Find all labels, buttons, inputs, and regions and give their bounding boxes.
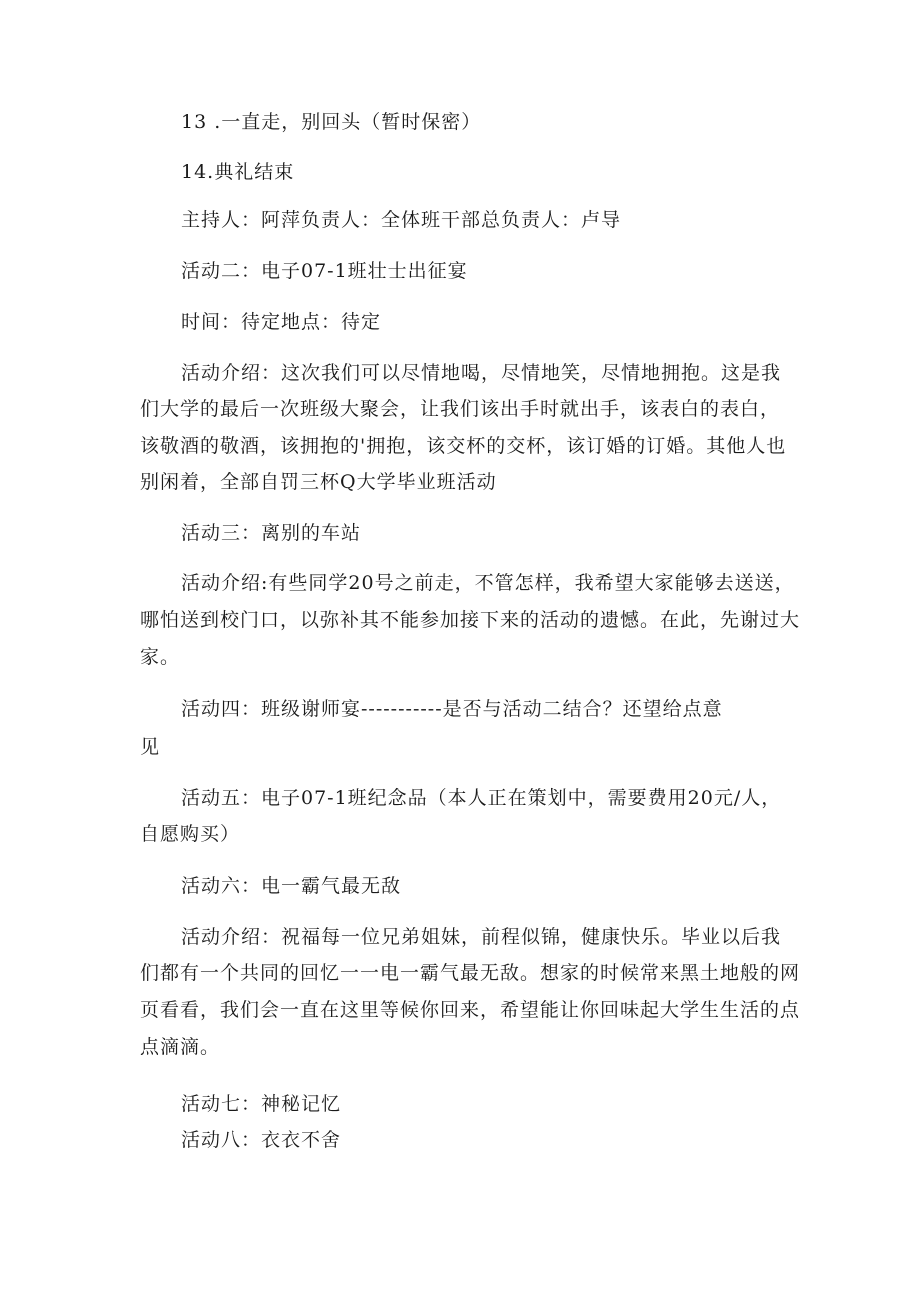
text-line: 哪怕送到校门口，以弥补其不能参加接下来的活动的遗憾。在此，先谢过大 xyxy=(140,609,801,631)
text-line: 们大学的最后一次班级大聚会，让我们该出手时就出手，该表白的表白， xyxy=(140,398,781,420)
text-line: 13 .一直走，别回头（暂时保密） xyxy=(181,111,482,133)
text-line: 见 xyxy=(140,736,161,758)
text-line: 活动介绍:有些同学20号之前走，不管怎样，我希望大家能够去送送， xyxy=(181,572,795,594)
text-line: 时间：待定地点：待定 xyxy=(181,311,382,333)
text-line: 别闲着，全部自罚三杯Q大学毕业班活动 xyxy=(140,471,497,493)
text-line: 点滴滴。 xyxy=(140,1036,221,1058)
text-line: 主持人：阿萍负责人：全体班干部总负责人：卢导 xyxy=(181,209,622,231)
text-line: 页看看，我们会一直在这里等候你回来，希望能让你回味起大学生生活的点 xyxy=(140,999,801,1021)
text-line: 14.典礼结束 xyxy=(181,161,295,183)
text-line: 活动八：衣衣不舍 xyxy=(181,1129,342,1151)
text-line: 活动介绍：祝福每一位兄弟姐妹，前程似锦，健康快乐。毕业以后我 xyxy=(181,926,782,948)
text-line: 自愿购买） xyxy=(140,823,241,845)
text-line: 们都有一个共同的回忆一一电一霸气最无敌。想家的时候常来黑土地般的网 xyxy=(140,962,801,984)
text-line: 活动四：班级谢师宴-----------是否与活动二结合？还望给点意 xyxy=(181,698,723,720)
text-line: 活动七：神秘记忆 xyxy=(181,1093,342,1115)
text-line: 活动二：电子07-1班壮士出征宴 xyxy=(181,260,468,282)
text-line: 家。 xyxy=(140,646,181,668)
text-line: 该敬酒的敬酒，该拥抱的'拥抱，该交杯的交杯，该订婚的订婚。其他人也 xyxy=(140,435,787,457)
text-line: 活动六：电一霸气最无敌 xyxy=(181,875,402,897)
text-line: 活动介绍：这次我们可以尽情地喝，尽情地笑，尽情地拥抱。这是我 xyxy=(181,362,782,384)
text-line: 活动五：电子07-1班纪念品（本人正在策划中，需要费用20元/人， xyxy=(181,787,782,809)
text-line: 活动三：离别的车站 xyxy=(181,522,362,544)
